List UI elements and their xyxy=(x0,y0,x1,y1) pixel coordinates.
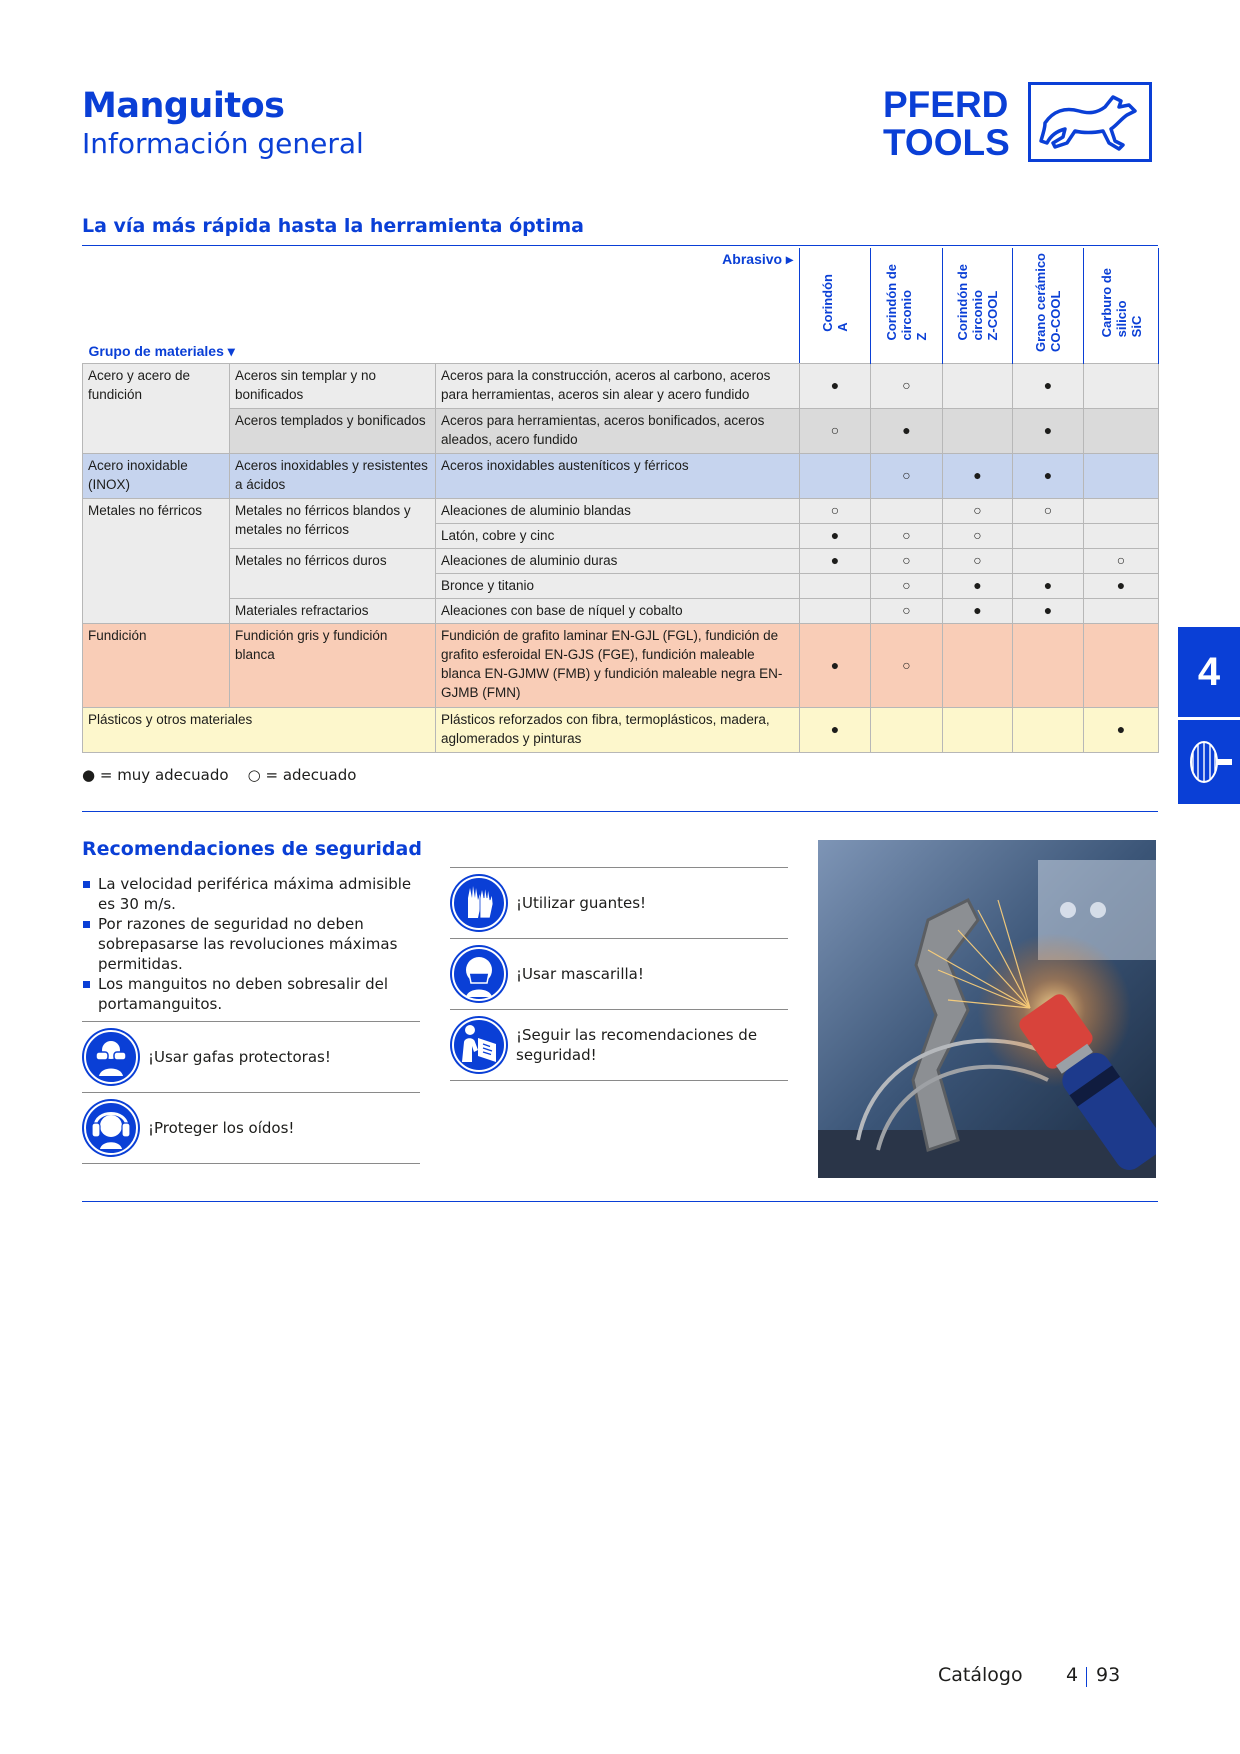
rating-cell xyxy=(1084,523,1159,548)
rating-cell: ● xyxy=(800,523,871,548)
group-cell: Fundición xyxy=(83,623,230,707)
subgroup-cell: Materiales refractarios xyxy=(230,598,436,623)
rating-cell: ○ xyxy=(871,573,943,598)
rating-cell: ○ xyxy=(871,363,943,408)
material-cell: Latón, cobre y cinc xyxy=(436,523,800,548)
footer-chapter: 4 xyxy=(1066,1664,1079,1686)
safety-label: ¡Usar mascarilla! xyxy=(516,965,644,983)
table-row xyxy=(83,363,1159,408)
rating-cell: ● xyxy=(800,548,871,573)
safety-label: ¡Proteger los oídos! xyxy=(148,1119,295,1137)
safety-label: ¡Usar gafas protectoras! xyxy=(148,1048,331,1066)
material-cell: Plásticos reforzados con fibra, termoplásticos, madera, aglomerados y pinturas xyxy=(436,707,800,752)
subgroup-cell: Metales no férricos blandos y metales no férricos xyxy=(230,498,436,548)
rating-cell xyxy=(800,453,871,498)
logo-line2: TOOLS xyxy=(883,122,1010,163)
rating-cell: ● xyxy=(1013,453,1084,498)
rating-cell xyxy=(1013,523,1084,548)
group-cell: Acero y acero de fundición xyxy=(83,363,230,453)
rating-cell: ● xyxy=(1013,363,1084,408)
rating-cell xyxy=(1084,598,1159,623)
rating-cell xyxy=(943,408,1013,453)
table-row xyxy=(83,453,1159,498)
rating-cell: ● xyxy=(1084,707,1159,752)
rating-cell xyxy=(1084,453,1159,498)
rating-cell: ● xyxy=(871,408,943,453)
section-title-quick-guide: La vía más rápida hasta la herramienta óptima xyxy=(82,215,584,237)
section-title-safety: Recomendaciones de seguridad xyxy=(82,838,422,860)
legend-half: ○ = adecuado xyxy=(247,766,357,784)
table-row xyxy=(83,598,1159,623)
safety-label: ¡Utilizar guantes! xyxy=(516,894,647,912)
rating-cell xyxy=(943,707,1013,752)
rating-cell: ● xyxy=(1013,573,1084,598)
list-item: La velocidad periférica máxima admisible es 30 m/s. xyxy=(82,874,422,914)
divider xyxy=(82,1201,1158,1202)
subgroup-cell: Metales no férricos duros xyxy=(230,548,436,598)
rating-cell xyxy=(1084,623,1159,707)
rating-cell: ○ xyxy=(800,498,871,523)
list-item: Los manguitos no deben sobresalir del portamanguitos. xyxy=(82,974,422,1014)
logo-text xyxy=(883,86,1010,162)
rating-cell xyxy=(871,498,943,523)
abrasive-material-table xyxy=(82,248,1159,753)
material-cell: Aleaciones de aluminio blandas xyxy=(436,498,800,523)
footer-separator xyxy=(1086,1667,1087,1687)
rating-cell xyxy=(1084,498,1159,523)
ear-protection-icon xyxy=(82,1099,140,1157)
rating-cell: ● xyxy=(943,598,1013,623)
rating-cell: ○ xyxy=(871,548,943,573)
rating-cell: ● xyxy=(1013,408,1084,453)
logo-line1: PFERD xyxy=(883,84,1009,125)
rating-cell: ○ xyxy=(1084,548,1159,573)
table-row xyxy=(83,707,1159,752)
rating-cell xyxy=(1013,623,1084,707)
material-cell: Aceros para la construcción, aceros al carbono, aceros para herramientas, aceros sin alear y acero fundido xyxy=(436,363,800,408)
rating-cell: ● xyxy=(943,453,1013,498)
rating-cell: ○ xyxy=(943,498,1013,523)
safety-glasses-icon xyxy=(82,1028,140,1086)
material-cell: Aceros inoxidables austeníticos y férricos xyxy=(436,453,800,498)
rating-cell: ● xyxy=(800,623,871,707)
list-item: Por razones de seguridad no deben sobrepasarse las revoluciones máximas permitidas. xyxy=(82,914,422,974)
flap-wheel-icon[interactable] xyxy=(1178,720,1240,804)
rating-cell: ○ xyxy=(1013,498,1084,523)
page-subtitle: Información general xyxy=(82,127,364,160)
rating-cell xyxy=(1013,548,1084,573)
column-header-corindon-circonio-zcool: Corindón de circonio Z-COOL xyxy=(943,248,1013,363)
pferd-tools-logo xyxy=(883,82,1158,168)
rating-cell xyxy=(800,598,871,623)
rating-cell: ● xyxy=(1013,598,1084,623)
rating-cell xyxy=(943,623,1013,707)
rating-cell: ○ xyxy=(871,598,943,623)
rating-cell: ○ xyxy=(871,623,943,707)
rating-cell: ○ xyxy=(871,523,943,548)
group-cell: Plásticos y otros materiales xyxy=(83,707,436,752)
product-photo xyxy=(818,840,1156,1178)
subgroup-cell: Aceros templados y bonificados xyxy=(230,408,436,453)
table-row xyxy=(83,408,1159,453)
material-cell: Aceros para herramientas, aceros bonificados, aceros aleados, acero fundido xyxy=(436,408,800,453)
rating-cell xyxy=(943,363,1013,408)
gloves-icon xyxy=(450,874,508,932)
table-row xyxy=(83,548,1159,573)
material-cell: Fundición de grafito laminar EN-GJL (FGL), fundición de grafito esferoidal EN-GJS (FGE), fundición maleable blanca EN-GJMW (FMB) y fundición maleable negra EN-GJMB (FMN) xyxy=(436,623,800,707)
rating-cell: ● xyxy=(800,363,871,408)
column-header-grano-ceramico: Grano cerámico CO-COOL xyxy=(1013,248,1084,363)
safety-item-glasses xyxy=(82,1022,420,1093)
rating-cell: ● xyxy=(800,707,871,752)
column-header-carburo-silicio: Carburo de silicio SiC xyxy=(1084,248,1159,363)
safety-bullet-list xyxy=(82,874,422,1014)
footer-catalog-label: Catálogo xyxy=(938,1664,1023,1686)
table-header-labels xyxy=(83,248,800,363)
table-row xyxy=(83,498,1159,523)
subgroup-cell: Aceros sin templar y no bonificados xyxy=(230,363,436,408)
safety-item-mask xyxy=(450,939,788,1010)
rating-cell: ● xyxy=(943,573,1013,598)
rating-cell: ○ xyxy=(871,453,943,498)
divider xyxy=(82,811,1158,812)
rating-cell xyxy=(1084,363,1159,408)
column-header-corindon: Corindón A xyxy=(800,248,871,363)
table-row xyxy=(83,623,1159,707)
page-title: Manguitos xyxy=(82,86,285,126)
material-cell: Aleaciones con base de níquel y cobalto xyxy=(436,598,800,623)
abrasivo-label: Abrasivo ▸ xyxy=(722,251,793,267)
safety-item-gloves xyxy=(450,868,788,939)
chapter-tab[interactable]: 4 xyxy=(1178,627,1240,717)
safety-item-manual xyxy=(450,1010,788,1081)
read-manual-icon xyxy=(450,1016,508,1074)
column-header-corindon-circonio: Corindón de circonio Z xyxy=(871,248,943,363)
material-cell: Bronce y titanio xyxy=(436,573,800,598)
rating-cell xyxy=(1084,408,1159,453)
group-cell: Acero inoxidable (INOX) xyxy=(83,453,230,498)
safety-label: ¡Seguir las recomendaciones de seguridad! xyxy=(516,1026,758,1064)
horse-logo-icon xyxy=(1028,82,1152,162)
rating-cell: ● xyxy=(1084,573,1159,598)
dust-mask-icon xyxy=(450,945,508,1003)
rating-cell xyxy=(1013,707,1084,752)
rating-cell xyxy=(871,707,943,752)
group-cell: Metales no férricos xyxy=(83,498,230,623)
safety-item-ears xyxy=(82,1093,420,1164)
rating-cell: ○ xyxy=(943,523,1013,548)
subgroup-cell: Aceros inoxidables y resistentes a ácidos xyxy=(230,453,436,498)
rating-cell xyxy=(800,573,871,598)
rating-cell: ○ xyxy=(943,548,1013,573)
divider xyxy=(82,245,1158,246)
material-cell: Aleaciones de aluminio duras xyxy=(436,548,800,573)
grupo-materiales-label: Grupo de materiales ▾ xyxy=(88,342,235,359)
footer-page-number: 93 xyxy=(1096,1664,1121,1686)
subgroup-cell: Fundición gris y fundición blanca xyxy=(230,623,436,707)
legend-full: ● = muy adecuado xyxy=(82,766,229,784)
rating-cell: ○ xyxy=(800,408,871,453)
legend xyxy=(82,766,356,784)
